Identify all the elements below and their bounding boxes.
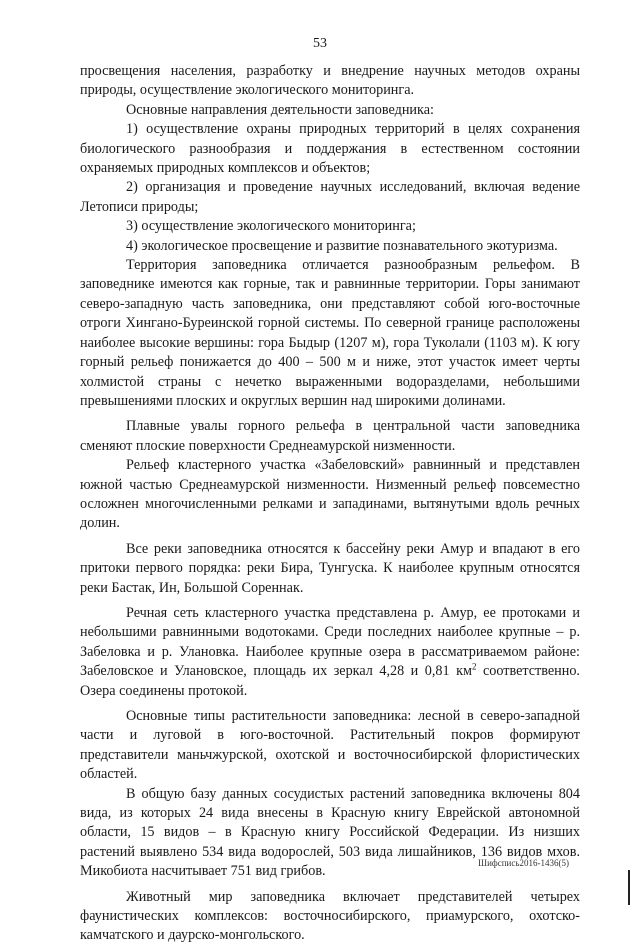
paragraph-text: 2) организация и проведение научных исследований, включая ведение Летописи природы; [80, 179, 580, 215]
paragraph-text: Рельеф кластерного участка «Забеловский» равнинный и представлен южной частью Среднеамурской низменности. Низменный рельеф повсеместно осложнен многочисленными релками и западинами, вытянутыми вдоль речных долин. [80, 457, 580, 532]
body-paragraph [80, 101, 580, 120]
body-paragraph [80, 540, 580, 598]
footer-stamp: Шифспись2016-1436(5) [478, 858, 569, 868]
body-paragraph [80, 888, 580, 946]
body-paragraph [80, 217, 580, 236]
scan-edge-mark [628, 870, 630, 905]
paragraph-text: Основные типы растительности заповедника: лесной в северо-западной части и луговой в юго-восточной. Растительный покров формируют представители маньчжурской, охотской и восточносибирской флористических областей. [80, 708, 580, 783]
body-paragraph [80, 456, 580, 534]
paragraph-text: 3) осуществление экологического мониторинга; [126, 218, 416, 235]
paragraph-text: 1) осуществление охраны природных территорий в целях сохранения биологического разнообразия и поддержания в естественном состоянии охраняемых природных комплексов и объектов; [80, 121, 580, 177]
paragraph-text: Основные направления деятельности заповедника: [126, 101, 434, 118]
paragraph-text: 4) экологическое просвещение и развитие познавательного экотуризма. [126, 237, 558, 254]
body-paragraph [80, 604, 580, 701]
body-paragraph [80, 256, 580, 411]
paragraph-text: Территория заповедника отличается разнообразным рельефом. В заповеднике имеются как горные, так и равнинные территории. Горы занимают северо-западную часть заповедника, они представляют собой юго-восточные отроги Хингано-Буреинской горной системы. По северной границе расположены наиболее высокие вершины: гора Быдыр (1207 м), гора Туколали (1103 м). К югу горный рельеф понижается до 400 – 500 м и ниже, этот участок имеет черты холмистой страны с нечетко выраженными водоразделами, небольшими превышениями плоских и округлых вершин над широкими долинами. [80, 257, 580, 409]
body-paragraph [80, 120, 580, 178]
paragraph-text: просвещения населения, разработку и внедрение научных методов охраны природы, осуществление экологического мониторинга. [80, 63, 580, 99]
paragraph-text: Все реки заповедника относятся к бассейну реки Амур и впадают в его притоки первого порядка: реки Бира, Тунгуска. К наиболее крупным относятся реки Бастак, Ин, Большой Сореннак. [80, 540, 580, 596]
superscript-unit: 2 [471, 661, 477, 672]
body-paragraph [80, 178, 580, 217]
page-number: 53 [313, 36, 327, 51]
body-paragraph [80, 237, 580, 256]
body-paragraph [80, 417, 580, 456]
page-body-text [80, 62, 580, 946]
body-paragraph [80, 62, 580, 101]
paragraph-text: Животный мир заповедника включает представителей четырех фаунистических комплексов: восточносибирского, приамурского, охотско-камчатского и даурско-монгольского. [80, 888, 580, 944]
body-paragraph [80, 707, 580, 785]
paragraph-text: Речная сеть кластерного участка представлена р. Амур, ее протоками и небольшими равнинными водотоками. Среди последних наиболее крупные – р. Забеловка и р. Улановка. Наиболее крупные озера в рассматриваемом районе: Забеловское и Улановское, площадь их зеркал 4,28 и 0,81 км [80, 604, 580, 680]
paragraph-text: В общую базу данных сосудистых растений заповедника включены 804 вида, из которых 24 вида внесены в Красную книгу Еврейской автономной области, 15 видов – в Красную книгу Российской Федерации. Из низших растений выявлено 534 вида водорослей, 503 вида лишайников, 136 видов мхов. Микобиота насчитывает 751 вид грибов. [80, 785, 580, 880]
paragraph-text: соответственно. Озера соединены протокой. [80, 663, 580, 699]
paragraph-text: Плавные увалы горного рельефа в центральной части заповедника сменяют плоские поверхности Среднеамурской низменности. [80, 418, 580, 454]
